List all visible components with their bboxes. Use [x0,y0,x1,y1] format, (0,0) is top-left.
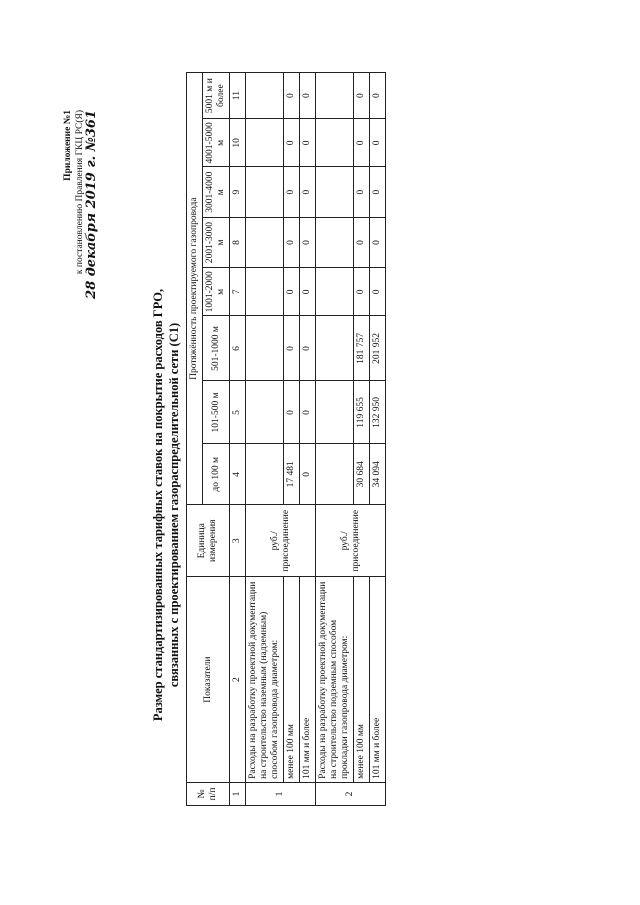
table-cell: 0 [300,167,316,217]
col-number: 8 [230,217,246,267]
section-unit: руб./присоединение [246,505,316,577]
appendix-block [62,110,99,299]
table-row [284,73,300,806]
header-num: № п/п [187,782,230,805]
table-cell: 119 655 [354,381,370,444]
header-length-group: Протяжённость проектируемого газопровода [187,73,203,505]
table-cell: 0 [370,268,386,316]
table-row [354,73,370,806]
table-cell: 0 [284,167,300,217]
column-number-row [230,73,246,806]
header-length: 4001-5000 м [203,119,230,167]
col-number: 9 [230,167,246,217]
section-num: 1 [246,782,316,805]
header-length: 501-1000 м [203,316,230,381]
header-unit: Единица измерения [187,505,230,577]
header-length: 3001-4000 м [203,167,230,217]
col-number: 4 [230,444,246,505]
table-row [370,73,386,806]
appendix-line: к постановлению Правления ГКЦ РС(Я) [75,110,85,275]
page-title [150,225,182,785]
row-label: менее 100 мм [354,577,370,783]
table-cell: 0 [284,316,300,381]
section-title: Расходы на разработку проектной документации на строительство наземным (надземным) способом газопровода диаметром: [246,577,284,783]
header-length: 1001-2000 м [203,268,230,316]
title-line-2: связанных с проектированием газораспределительной сети (С1) [167,322,181,688]
table-cell: 0 [370,119,386,167]
table-cell: 0 [300,444,316,505]
table-cell: 0 [370,167,386,217]
table-cell: 34 094 [370,444,386,505]
table-cell: 0 [354,217,370,267]
table-cell: 0 [284,268,300,316]
section-num: 2 [316,782,386,805]
col-number: 11 [230,73,246,119]
row-label: 101 мм и более [300,577,316,783]
table-cell: 0 [300,381,316,444]
appendix-number: Приложение №1 [63,110,73,181]
header-length: 5001 м и более [203,73,230,119]
table-cell: 0 [284,73,300,119]
header-row-1 [187,73,203,806]
title-line-1: Размер стандартизированных тарифных ставок на покрытие расходов ГРО, [151,288,165,722]
table-row [300,73,316,806]
section-title: Расходы на разработку проектной документации на строительство подземным способом прокладки газопровода диаметром: [316,577,354,783]
row-label: менее 100 мм [284,577,300,783]
col-number: 3 [230,505,246,577]
table-cell: 0 [300,217,316,267]
table-cell: 0 [284,217,300,267]
table-cell: 30 684 [354,444,370,505]
table-cell: 181 757 [354,316,370,381]
table-cell: 0 [354,119,370,167]
section-2-title-row [316,73,354,806]
table-cell: 17 481 [284,444,300,505]
header-indicator: Показатели [187,577,230,783]
table-cell: 0 [354,268,370,316]
row-label: 101 мм и более [370,577,386,783]
appendix-date [86,110,99,299]
col-number: 7 [230,268,246,316]
table-cell: 0 [370,73,386,119]
table-cell: 132 950 [370,381,386,444]
handwritten-signature: 28 декабря 2019 г. №361 [84,110,99,299]
header-length: 101-500 м [203,381,230,444]
table-cell: 0 [300,316,316,381]
col-number: 1 [230,782,246,805]
table-cell: 0 [300,73,316,119]
col-number: 2 [230,577,246,783]
tariff-table [186,72,386,806]
table-cell: 0 [284,381,300,444]
section-unit: руб./присоединение [316,505,386,577]
table-cell: 0 [354,73,370,119]
section-1-title-row [246,73,284,806]
col-number: 6 [230,316,246,381]
col-number: 5 [230,381,246,444]
table-cell: 0 [284,119,300,167]
header-length: до 100 м [203,444,230,505]
header-length: 2001-3000 м [203,217,230,267]
table-cell: 0 [300,119,316,167]
table-cell: 0 [370,217,386,267]
col-number: 10 [230,119,246,167]
table-cell: 201 952 [370,316,386,381]
table-cell: 0 [300,268,316,316]
table-cell: 0 [354,167,370,217]
